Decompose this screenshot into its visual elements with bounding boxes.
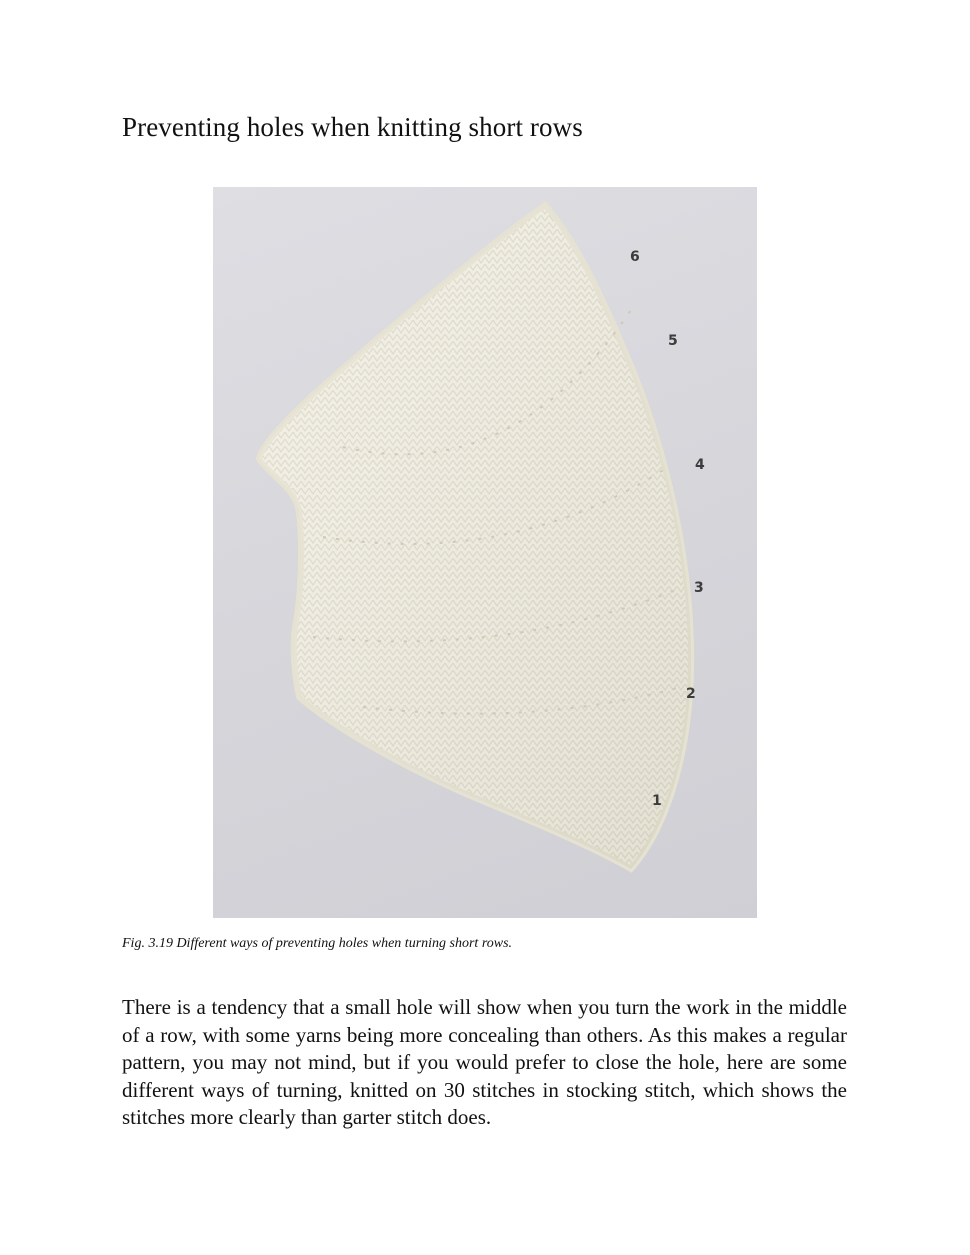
knitted-swatch-photo <box>213 187 757 918</box>
knitted-swatch-illustration <box>213 187 757 918</box>
row-marker-3: 3 <box>694 580 704 596</box>
page-heading: Preventing holes when knitting short rows <box>122 112 583 142</box>
figure-caption: Fig. 3.19 Different ways of preventing holes when turning short rows. <box>122 936 513 951</box>
row-marker-2: 2 <box>686 686 696 702</box>
row-marker-5: 5 <box>668 333 678 349</box>
row-marker-6: 6 <box>630 249 640 265</box>
row-marker-1: 1 <box>652 793 662 809</box>
row-marker-4: 4 <box>695 457 705 473</box>
body-paragraph: There is a tendency that a small hole will show when you turn the work in the middle of a row, with some yarns being more concealing than others. As this makes a regular pattern, you may not mind, but if you would prefer to close the hole, here are some different ways of turning, knitted on 30 stitches in stocking stitch, which shows the stitches more clearly than garter stitch does. <box>122 995 847 1129</box>
